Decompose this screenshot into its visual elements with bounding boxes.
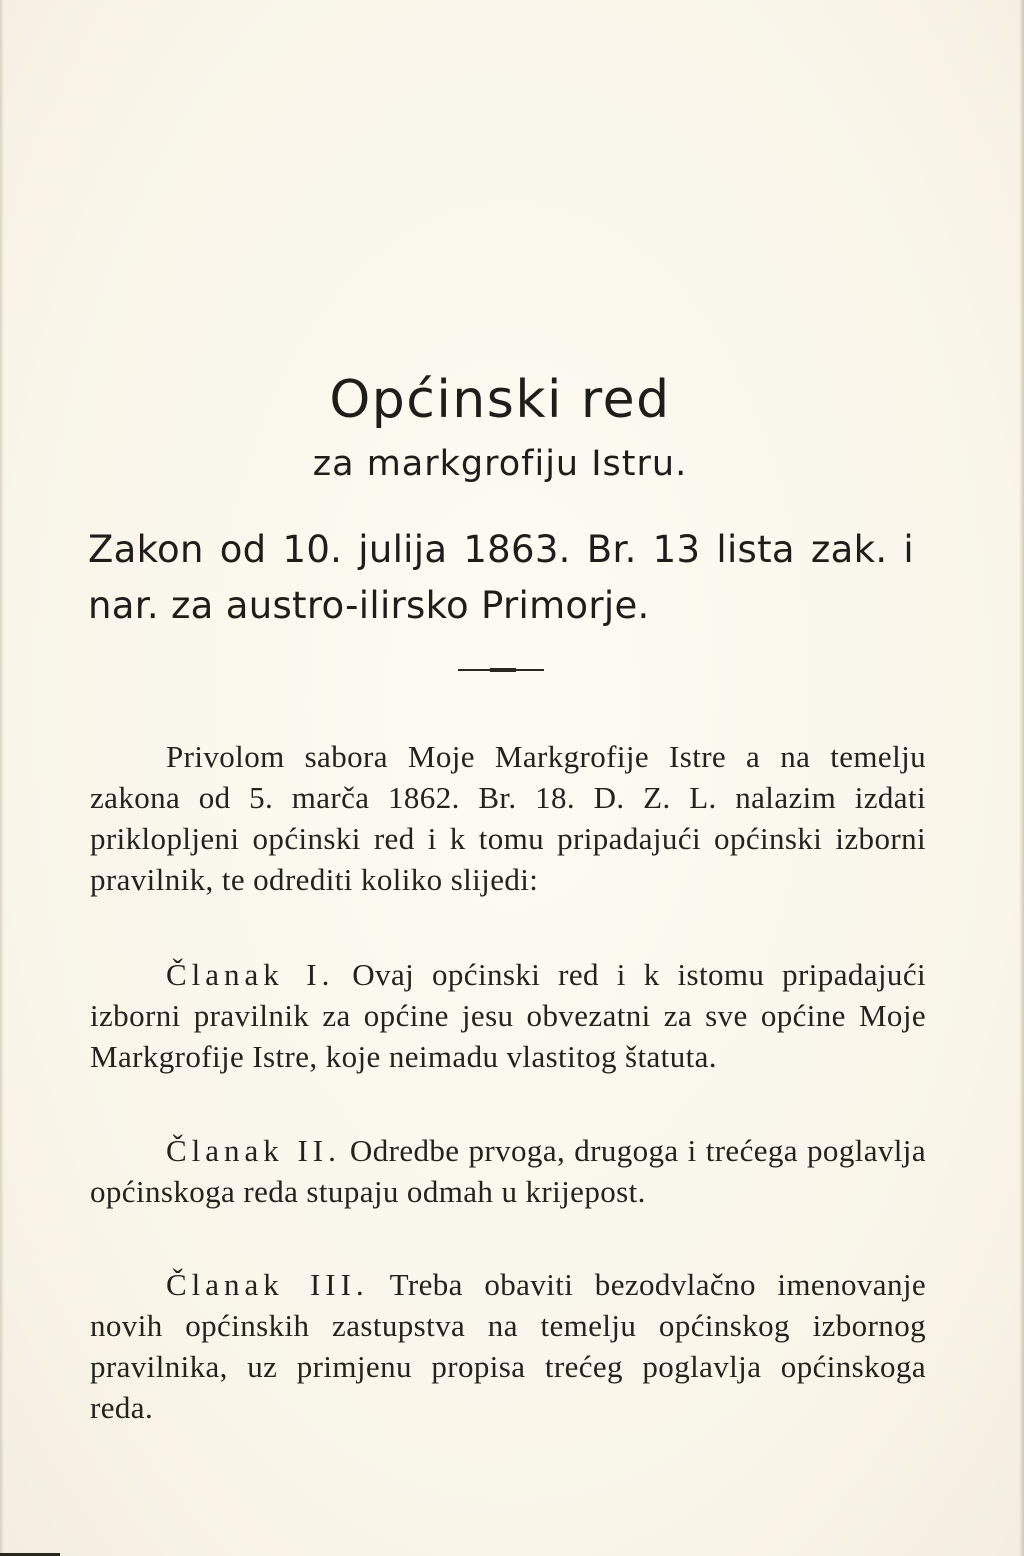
preamble-paragraph: Privolom sabora Moje Markgrofije Istre a na temelju zakona od 5. marča 1862. Br. 18. D. Z. L. nalazim izdati priklopljeni općinski red i k tomu pripadajući općinski izborni pravilnik, te odrediti koliko slijedi: [90, 739, 926, 897]
article-1-label: Članak I. [166, 957, 335, 992]
document-title: Općinski red [329, 370, 671, 430]
page-edge-shadow-right [1019, 0, 1024, 1556]
article-2-label: Članak II. [166, 1133, 341, 1168]
document-subtitle: za markgrofiju Istru. [312, 444, 688, 484]
article-3-text: Treba obaviti bezodvlačno imenovanje novih općinskih zastupstva na temelju općinskog izbornog pravilnika, uz primjenu propisa trećeg poglavlja općinskoga reda. [90, 1267, 927, 1425]
article-2-paragraph [90, 1130, 926, 1212]
law-reference: Zakon od 10. julija 1863. Br. 13 lista zak. i nar. za austro-ilirsko Primorje. [88, 528, 914, 627]
decorative-divider-center [490, 668, 516, 672]
article-3-paragraph [90, 1264, 926, 1428]
article-3-label: Članak III. [166, 1267, 369, 1302]
page-edge-shadow-left [0, 0, 4, 1556]
article-1-paragraph [90, 954, 926, 1077]
article-1-text: Ovaj općinski red i k istomu pripadajući izborni pravilnik za općine jesu obvezatni za sve općine Moje Markgrofije Istre, koje neimadu vlastitog štatuta. [90, 957, 926, 1074]
article-2-text: Odredbe prvoga, drugoga i trećega poglavlja općinskoga reda stupaju odmah u krijepost. [90, 1133, 926, 1209]
